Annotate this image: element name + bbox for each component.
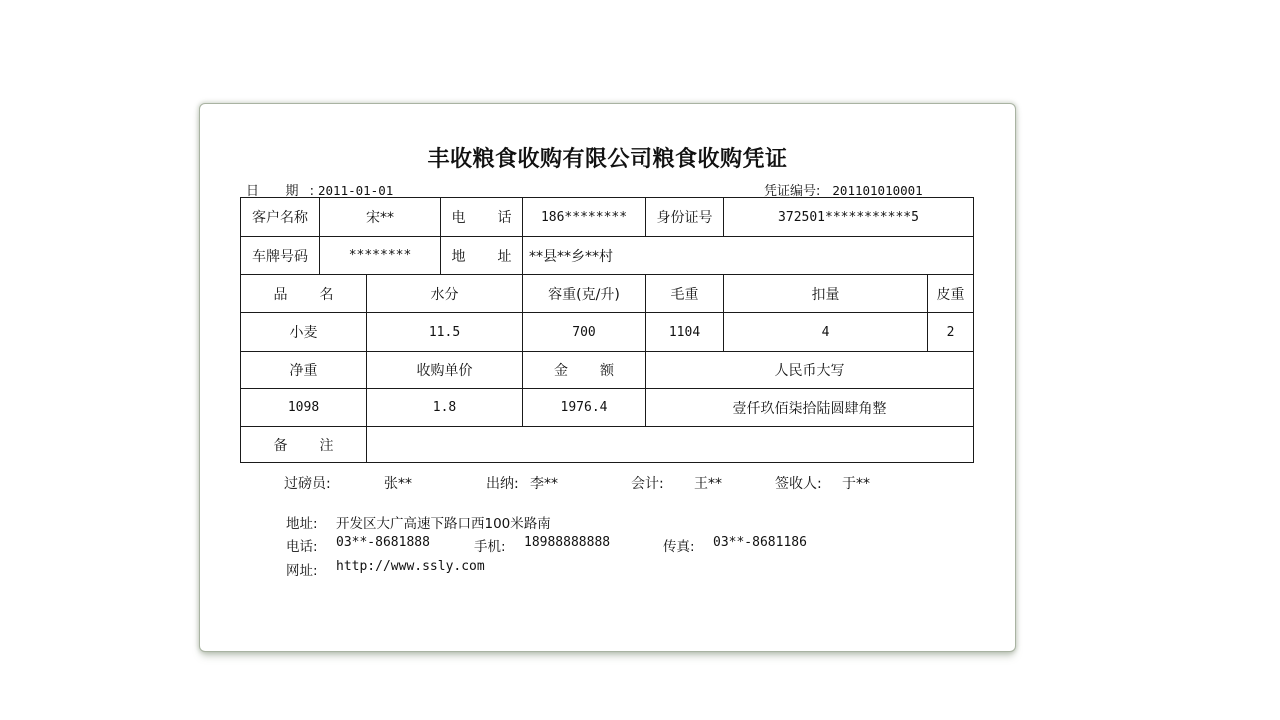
goods-value-row [241,313,974,352]
footer-fax-label: 传真: [663,539,695,555]
address-label-text: 地 址 [451,248,512,265]
remarks-label-text: 备 注 [273,437,334,454]
date-value: 2011-01-01 [318,183,394,198]
cashier-value: 李** [530,476,558,492]
footer-web-label: 网址: [286,563,318,579]
unit-price-value: 1.8 [367,389,523,427]
gross-weight-value: 1104 [646,313,724,352]
voucher-table [240,197,974,463]
goods-header-name-text: 品 名 [273,286,334,303]
customer-name-label: 客户名称 [241,198,320,237]
footer-phone-label: 电话: [286,539,318,555]
footer-fax-value: 03**-8681186 [713,535,807,550]
amount-value: 1976.4 [523,389,646,427]
phone-label-text: 电 话 [451,210,512,226]
phone-value: 186******** [523,198,646,237]
receiver-value: 于** [842,476,870,492]
amount-label [523,352,646,389]
customer-row [241,198,974,237]
accountant-value: 王** [694,476,722,492]
date-label: 日 期: [246,184,314,199]
goods-name-value: 小麦 [241,313,367,352]
weigher-label: 过磅员: [284,476,331,492]
totals-header-row [241,352,974,389]
amount-label-text: 金 额 [554,363,614,379]
deduction-value: 4 [724,313,928,352]
customer-name-value: 宋** [320,198,441,237]
footer-mobile-value: 18988888888 [524,535,611,550]
tare-weight-value: 2 [928,313,974,352]
vehicle-row [241,237,974,275]
goods-header-row [241,275,974,313]
voucher-number-label: 凭证编号: [764,184,821,199]
remarks-row [241,427,974,463]
goods-header-moisture: 水分 [367,275,523,313]
phone-label [441,198,523,237]
amount-in-words-value: 壹仟玖佰柒拾陆圆肆角整 [646,389,974,427]
plate-value: ******** [320,237,441,275]
goods-header-tare: 皮重 [928,275,974,313]
amount-in-words-label: 人民币大写 [646,352,974,389]
signature-line [200,473,1015,493]
weigher-value: 张** [384,476,412,492]
voucher-paper [199,103,1016,652]
net-weight-label: 净重 [241,352,367,389]
goods-header-name [241,275,367,313]
plate-label: 车牌号码 [241,237,320,275]
footer-mobile-label: 手机: [474,539,506,555]
footer-phone-value: 03**-8681888 [336,535,430,550]
goods-header-deduction: 扣量 [724,275,928,313]
remarks-value [367,427,974,463]
address-value: **县**乡**村 [523,237,974,275]
receiver-label: 签收人: [775,476,822,492]
accountant-label: 会计: [631,476,664,492]
remarks-label [241,427,367,463]
id-number-label: 身份证号 [646,198,724,237]
net-weight-value: 1098 [241,389,367,427]
voucher-number-value: 201101010001 [832,183,923,198]
moisture-value: 11.5 [367,313,523,352]
footer-address-label: 地址: [286,516,318,532]
unit-price-label: 收购单价 [367,352,523,389]
footer-address-value: 开发区大广高速下路口西100米路南 [336,516,551,532]
footer-web-value[interactable]: http://www.ssly.com [336,559,485,574]
totals-value-row [241,389,974,427]
density-value: 700 [523,313,646,352]
goods-header-gross: 毛重 [646,275,724,313]
goods-header-density: 容重(克/升) [523,275,646,313]
address-label [441,237,523,275]
cashier-label: 出纳: [486,476,519,492]
voucher-title: 丰收粮食收购有限公司粮食收购凭证 [427,147,788,172]
id-number-value: 372501***********5 [724,198,974,237]
